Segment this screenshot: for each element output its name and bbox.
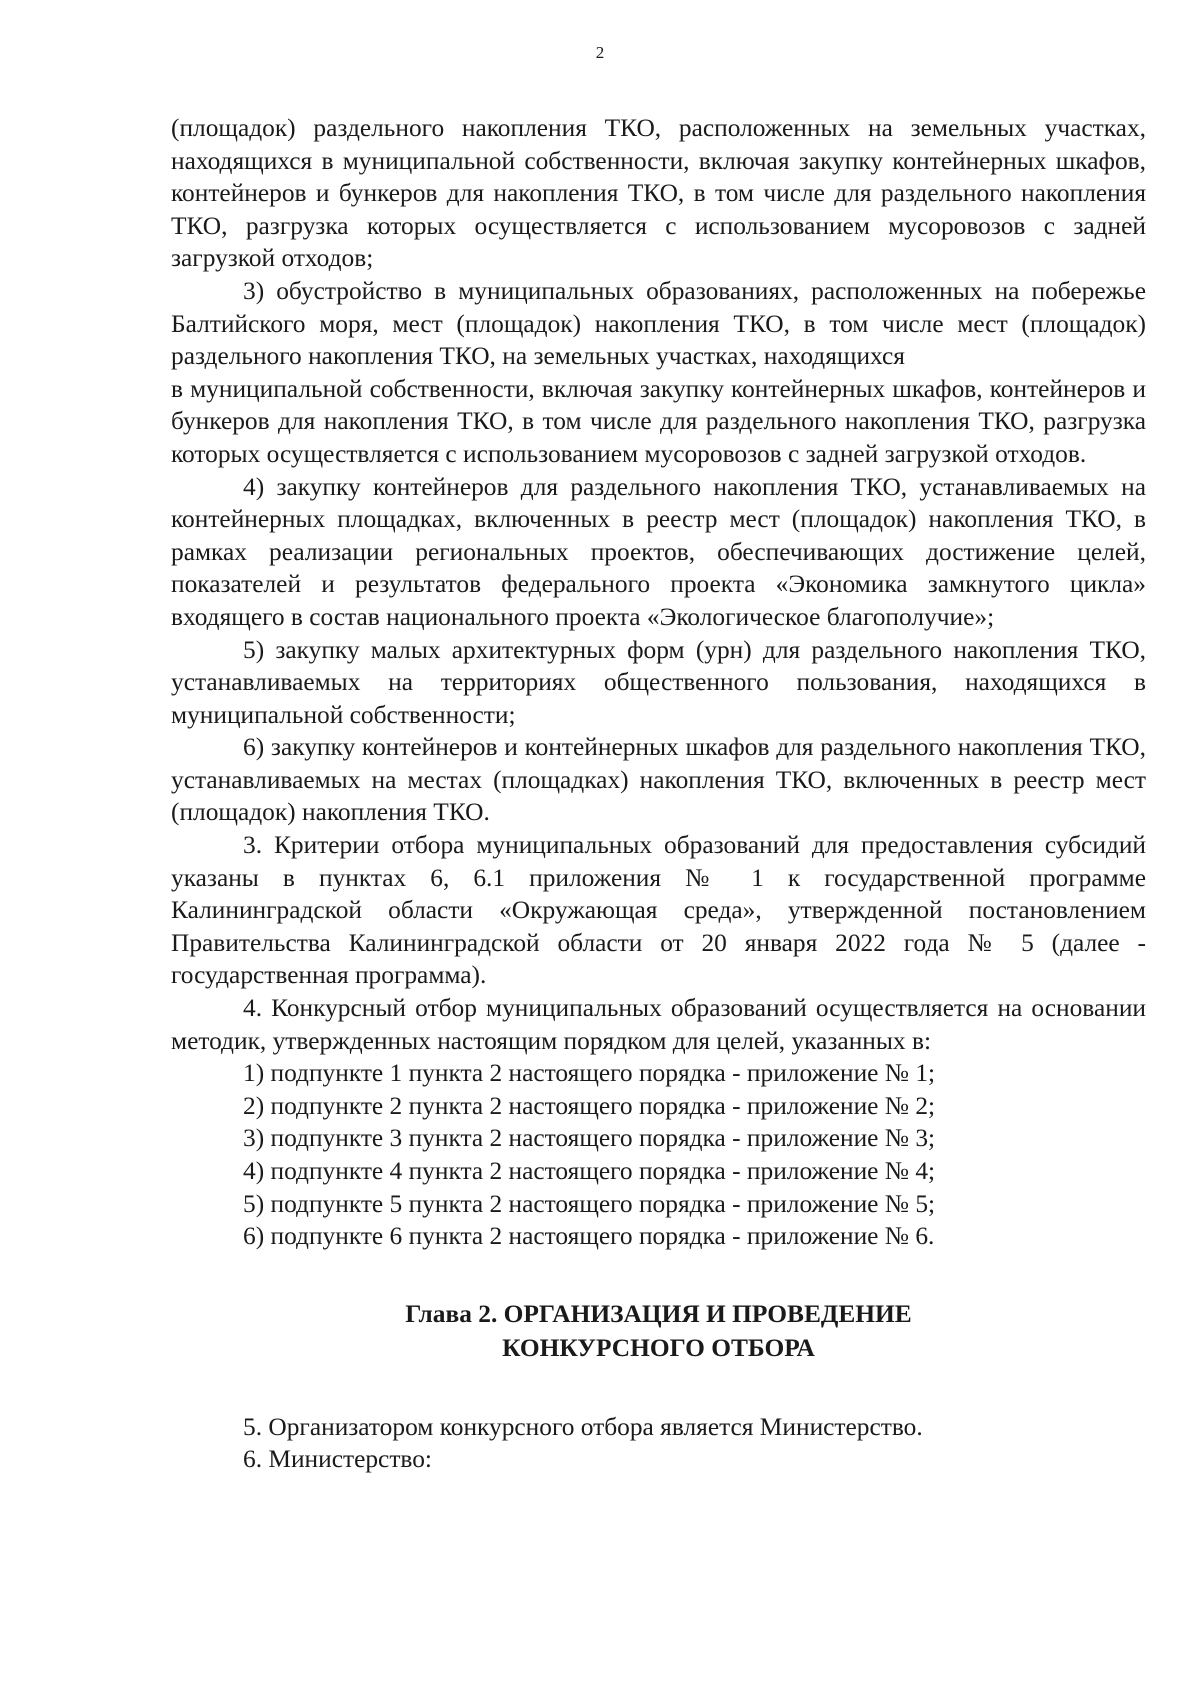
paragraph-item-6: 6) закупку контейнеров и контейнерных шкафов для раздельного накопления ТКО, устанавливаемых на местах (площадках) накопления ТКО, включенных в реестр мест (площадок) накопления ТКО. xyxy=(171,733,1146,827)
paragraph-item-3-continued: в муниципальной собственности, включая закупку контейнерных шкафов, контейнеров и бункеров для накопления ТКО, в том числе для раздельного накопления ТКО, разгрузка которых осуществляется с использованием мусоровозов с задней загрузкой отходов. xyxy=(171,374,1146,468)
chapter-heading xyxy=(171,1297,1146,1365)
paragraph-section-6: 6. Министерство: xyxy=(243,1445,432,1474)
list-item: 5) подпункте 5 пункта 2 настоящего порядка - приложение № 5; xyxy=(243,1189,936,1218)
chapter-heading-line-2: КОНКУРСНОГО ОТБОРА xyxy=(502,1333,815,1362)
paragraph-section-4: 4. Конкурсный отбор муниципальных образований осуществляется на основании методик, утвержденных настоящим порядком для целей, указанных в: xyxy=(171,994,1146,1055)
list-item: 4) подпункте 4 пункта 2 настоящего порядка - приложение № 4; xyxy=(243,1157,936,1185)
paragraph-section-3: 3. Критерии отбора муниципальных образований для предоставления субсидий указаны в пунктах 6, 6.1 приложения № 1 к государственной программе Калининградской области «Окружающая среда», утвержденной постановлением Правительства Калининградской области от 20 января 2022 года № 5 (далее - государственная программа). xyxy=(171,831,1146,990)
paragraph-item-3 xyxy=(171,275,1146,373)
list-item: 1) подпункте 1 пункта 2 настоящего порядка - приложение № 1; xyxy=(243,1059,936,1088)
paragraph-continuation: (площадок) раздельного накопления ТКО, расположенных на земельных участках, находящихся в муниципальной собственности, включая закупку контейнерных шкафов, контейнеров и бункеров для накопления ТКО, в том числе для раздельного накопления ТКО, разгрузка которых осуществляется с использованием мусоровозов с задней загрузкой отходов; xyxy=(171,114,1146,273)
appendix-reference-list xyxy=(171,1057,1146,1253)
list-item: 6) подпункте 6 пункта 2 настоящего порядка - приложение № 6. xyxy=(243,1222,935,1251)
list-item: 3) подпункте 3 пункта 2 настоящего порядка - приложение № 3; xyxy=(243,1124,936,1153)
paragraph-item-5: 5) закупку малых архитектурных форм (урн) для раздельного накопления ТКО, устанавливаемых на территориях общественного пользования, находящихся в муниципальной собственности; xyxy=(171,635,1146,729)
document-body xyxy=(171,112,1146,1476)
chapter-heading-line-1: Глава 2. ОРГАНИЗАЦИЯ И ПРОВЕДЕНИЕ xyxy=(405,1299,912,1328)
paragraph-item-3-part-1: 3) обустройство в муниципальных образованиях, расположенных на побережье Балтийского моря, мест (площадок) накопления ТКО, в том числе мест (площадок) раздельного накопления ТКО, на земельных участках, находящихся xyxy=(171,276,1146,371)
list-item: 2) подпункте 2 пункта 2 настоящего порядка - приложение № 2; xyxy=(243,1091,936,1120)
paragraph-item-4: 4) закупку контейнеров для раздельного накопления ТКО, устанавливаемых на контейнерных площадках, включенных в реестр мест (площадок) накопления ТКО, в рамках реализации региональных проектов, обеспечивающих достижение целей, показателей и результатов федерального проекта «Экономика замкнутого цикла» входящего в состав национального проекта «Экологическое благополучие»; xyxy=(171,472,1146,631)
page-number: 2 xyxy=(595,43,605,62)
paragraph-section-5: 5. Организатором конкурсного отбора является Министерство. xyxy=(243,1412,923,1441)
